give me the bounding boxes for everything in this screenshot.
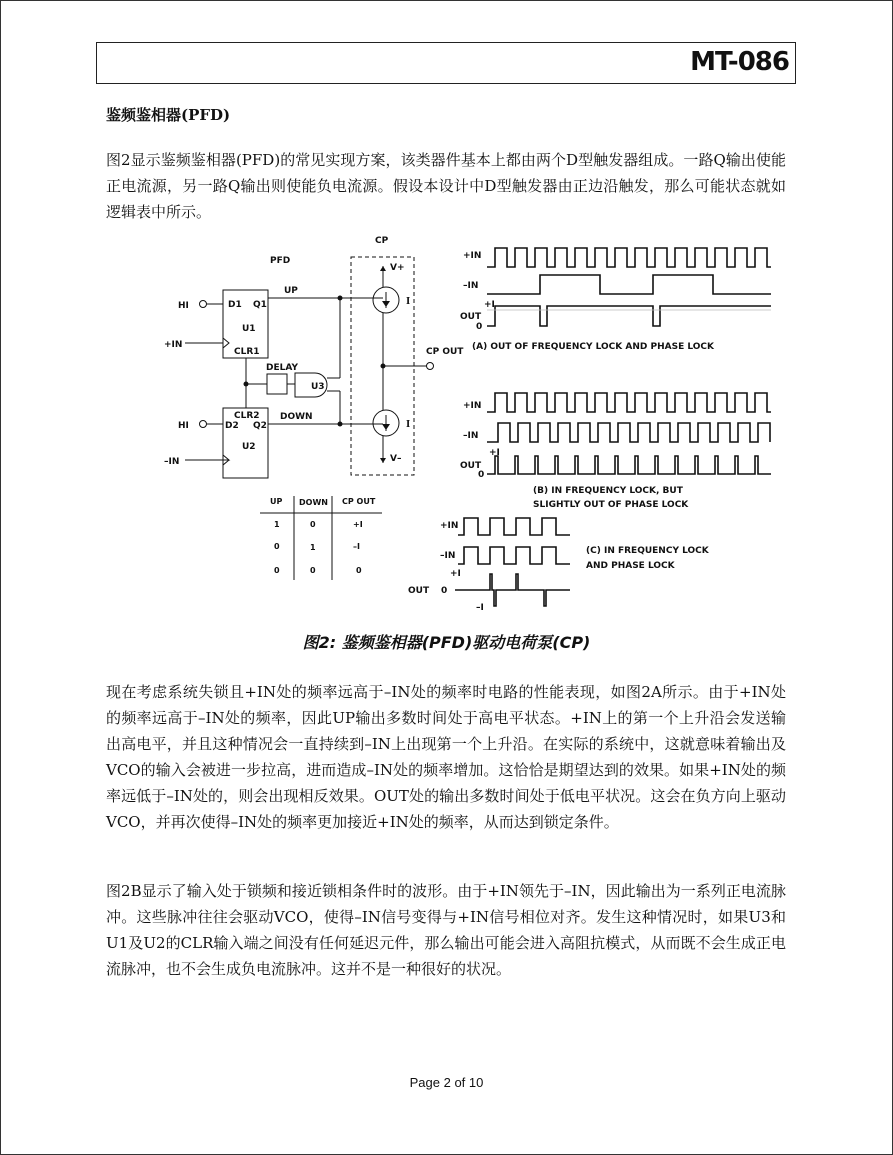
cp-out-node [427,363,434,370]
wave-c-out [455,574,570,606]
wave-b-minus-in [487,423,770,442]
header-box [96,42,796,84]
wave-a-out [487,306,771,326]
paragraph-near-lock: 图2B显示了输入处于锁频和接近锁相条件时的波形。由于+IN领先于–IN，因此输出为一系列正电流脉冲。这些脉冲往往会驱动VCO，使得–IN信号变得与+IN信号相位对齐。发生这种情况时，如果U3和U1及U2的CLR输入端之间没有任何延迟元件，那么输出可能会进入高阻抗模式，从而既不会生成正电流脉冲，也不会生成负电流脉冲。这并不是一种很好的状况。 [106,882,786,978]
label-hi-1: HI [178,301,189,311]
label-q2: Q2 [253,421,267,431]
wave-c-label-out: OUT [408,586,430,596]
wave-c-label-minus-i: –I [476,603,484,613]
label-cp-out: CP OUT [426,347,464,357]
label-vminus: V– [390,454,402,464]
wave-c-plus-in [458,518,570,535]
label-minus-in: –IN [164,457,180,467]
wave-b-label-plus-i: +I [489,448,500,458]
figure-pfd-charge-pump [150,228,780,628]
wave-a-label-out: OUT [460,312,482,322]
page-number: Page 2 of 10 [409,1075,484,1090]
label-clr1: CLR1 [234,347,260,357]
label-u3: U3 [311,382,325,392]
label-hi-2: HI [178,421,189,431]
wave-b-plus-in [487,393,771,412]
wave-c-label-plus-in: +IN [440,521,459,531]
figure-caption: 图2: 鉴频鉴相器(PFD)驱动电荷泵(CP) [302,633,591,652]
paragraph-intro: 图2显示鉴频鉴相器(PFD)的常见实现方案，该类器件基本上都由两个D型触发器组成。一路Q输出使能正电流源，另一路Q输出则使能负电流源。假设本设计中D型触发器由正边沿触发，那么可能状态就如逻辑表中所示。 [106,151,786,221]
wave-c-label-plus-i: +I [450,569,461,579]
wave-a-label-plus-i: +I [484,300,495,310]
label-q1: Q1 [253,300,267,310]
tt-r2-c2: 1 [310,543,316,552]
tt-r3-c2: 0 [310,566,316,575]
wave-b-label-plus-in: +IN [463,401,482,411]
wave-c-label-zero: 0 [441,586,448,596]
tt-r1-c1: 1 [274,520,280,529]
tt-r1-c3: +I [353,520,363,529]
wave-b-out [487,456,771,474]
label-u1: U1 [242,324,256,334]
label-vplus: V+ [390,263,405,273]
delay-box [267,374,287,394]
label-plus-in: +IN [164,340,183,350]
wave-b-label-out: OUT [460,461,482,471]
label-u2: U2 [242,442,256,452]
label-down: DOWN [280,412,313,422]
tt-r2-c1: 0 [274,542,280,551]
label-d2: D2 [225,421,239,431]
wave-b-title-1: (B) IN FREQUENCY LOCK, BUT [533,486,683,496]
wave-a-label-plus-in: +IN [463,251,482,261]
tt-header-up: UP [270,497,283,506]
wave-a-plus-in [487,248,771,267]
label-pfd: PFD [270,256,291,266]
label-delay: DELAY [266,363,298,373]
tt-header-down: DOWN [299,498,328,507]
wave-c-title-2: AND PHASE LOCK [586,561,675,571]
label-i-up: I [406,297,411,307]
figure-graphics [150,228,780,628]
wave-a-label-minus-in: –IN [463,281,479,291]
wave-c-minus-in [458,547,570,564]
wave-a-minus-in [487,275,771,294]
hi-input-node-2 [200,421,207,428]
label-cp: CP [375,236,389,246]
tt-r2-c3: –I [353,542,360,551]
tt-header-cpout: CP OUT [342,497,376,506]
label-i-down: I [406,420,411,430]
tt-r3-c1: 0 [274,566,280,575]
label-d1: D1 [228,300,242,310]
wave-a-label-zero: 0 [476,322,483,332]
hi-input-node-1 [200,301,207,308]
tt-r1-c2: 0 [310,520,316,529]
section-title: 鉴频鉴相器(PFD) [106,106,231,124]
label-up: UP [284,286,298,296]
wave-c-title-1: (C) IN FREQUENCY LOCK [586,546,709,556]
tt-r3-c3: 0 [356,566,362,575]
paragraph-out-of-lock: 现在考虑系统失锁且+IN处的频率远高于–IN处的频率时电路的性能表现，如图2A所示。由于+IN处的频率远高于–IN处的频率，因此UP输出多数时间处于高电平状态。+IN上的第一个上升沿会发送输出高电平，并且这种情况会一直持续到–IN上出现第一个上升沿。在实际的系统中，这就意味着输出及VCO的输入会被进一步拉高，进而造成–IN处的频率增加。这恰恰是期望达到的效果。如果+IN处的频率远低于–IN处的，则会出现相反效果。OUT处的输出多数时间处于低电平状况。这会在负方向上驱动VCO，并再次使得–IN处的频率更加接近+IN处的频率，从而达到锁定条件。 [106,683,786,831]
document-id: MT-086 [690,47,789,77]
wave-b-label-zero: 0 [478,470,485,480]
wave-b-label-minus-in: –IN [463,431,479,441]
wave-b-title-2: SLIGHTLY OUT OF PHASE LOCK [533,500,689,510]
label-clr2: CLR2 [234,411,260,421]
wave-a-title: (A) OUT OF FREQUENCY LOCK AND PHASE LOCK [472,342,714,352]
wave-c-label-minus-in: –IN [440,551,456,561]
